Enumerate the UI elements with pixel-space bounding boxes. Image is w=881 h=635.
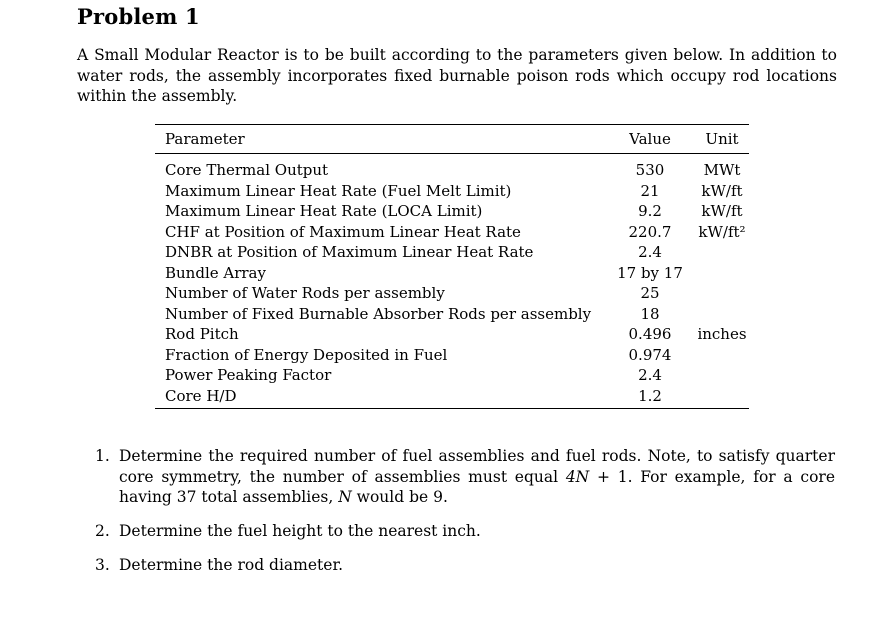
cell-unit	[685, 304, 749, 325]
task-list	[95, 446, 835, 576]
intro-paragraph: A Small Modular Reactor is to be built according to the parameters given below. In addition to water rods, the assembly incorporates fixed burnable poison rods which occupy rod locations within the assembly.	[77, 46, 837, 105]
table-row	[155, 345, 749, 366]
cell-value: 220.7	[628, 222, 672, 241]
cell-value: 25	[640, 284, 660, 302]
table-row	[155, 181, 749, 202]
cell-parameter: Rod Pitch	[165, 325, 239, 343]
cell-unit: kW/ft	[701, 181, 743, 200]
cell-parameter: Core Thermal Output	[165, 161, 329, 179]
header-value: Value	[629, 130, 671, 148]
table-header-row	[155, 125, 749, 154]
task-number: 1.	[95, 447, 110, 465]
cell-parameter: Fraction of Energy Deposited in Fuel	[165, 345, 448, 364]
task-item	[95, 446, 835, 508]
cell-value: 17 by 17	[617, 263, 683, 282]
page-title: Problem 1	[77, 4, 200, 29]
cell-parameter: Maximum Linear Heat Rate (LOCA Limit)	[165, 202, 483, 220]
cell-parameter: Bundle Array	[165, 263, 266, 282]
cell-value: 0.496	[628, 325, 672, 343]
task-text: Determine the required number of fuel assemblies and fuel rods. Note, to satisfy quarter core symmetry, the number of assemblies must equal	[119, 447, 835, 486]
table-row	[155, 242, 749, 263]
cell-parameter: Core H/D	[165, 386, 237, 405]
header-unit: Unit	[705, 130, 739, 148]
task-number: 2.	[95, 522, 110, 540]
math-expression: 4N	[565, 467, 590, 486]
math-variable: N	[338, 488, 352, 506]
cell-unit	[685, 345, 749, 366]
cell-unit	[685, 386, 749, 409]
header-parameter: Parameter	[165, 130, 245, 148]
table-row	[155, 283, 749, 304]
cell-unit: kW/ft²	[698, 222, 746, 241]
table-row	[155, 222, 749, 243]
cell-value: 530	[635, 161, 665, 179]
cell-parameter: DNBR at Position of Maximum Linear Heat Rate	[165, 243, 534, 261]
task-text: would be 9.	[351, 488, 448, 506]
table-row	[155, 365, 749, 386]
cell-parameter: Number of Fixed Burnable Absorber Rods per assembly	[165, 304, 592, 323]
cell-parameter: Maximum Linear Heat Rate (Fuel Melt Limit)	[165, 181, 512, 200]
cell-unit	[685, 283, 749, 304]
cell-parameter: Power Peaking Factor	[165, 366, 332, 384]
cell-unit: inches	[697, 325, 747, 343]
table-row	[155, 154, 749, 181]
cell-value: 0.974	[628, 345, 672, 364]
cell-value: 1.2	[638, 386, 662, 405]
cell-unit: kW/ft	[701, 202, 743, 220]
cell-parameter: Number of Water Rods per assembly	[165, 284, 445, 302]
table-row	[155, 304, 749, 325]
task-item	[95, 521, 835, 542]
cell-value: 2.4	[638, 366, 662, 384]
table-row	[155, 201, 749, 222]
cell-value: 2.4	[638, 243, 662, 261]
parameters-table	[155, 124, 749, 409]
table-row	[155, 263, 749, 284]
task-number: 3.	[95, 556, 110, 574]
table-row	[155, 386, 749, 409]
task-text: Determine the fuel height to the nearest inch.	[119, 522, 481, 540]
parameters-table-container	[155, 124, 749, 409]
cell-unit: MWt	[703, 161, 741, 179]
task-text: Determine the rod diameter.	[119, 556, 344, 574]
table-row	[155, 324, 749, 345]
cell-value: 9.2	[638, 202, 662, 220]
cell-unit	[685, 365, 749, 386]
task-text: + 1. For example, for a core having 37 total assemblies,	[119, 467, 835, 506]
cell-unit	[685, 263, 749, 284]
cell-value: 18	[640, 304, 660, 323]
cell-parameter: CHF at Position of Maximum Linear Heat Rate	[165, 222, 521, 241]
task-item	[95, 555, 835, 576]
cell-unit	[685, 242, 749, 263]
cell-value: 21	[640, 181, 660, 200]
